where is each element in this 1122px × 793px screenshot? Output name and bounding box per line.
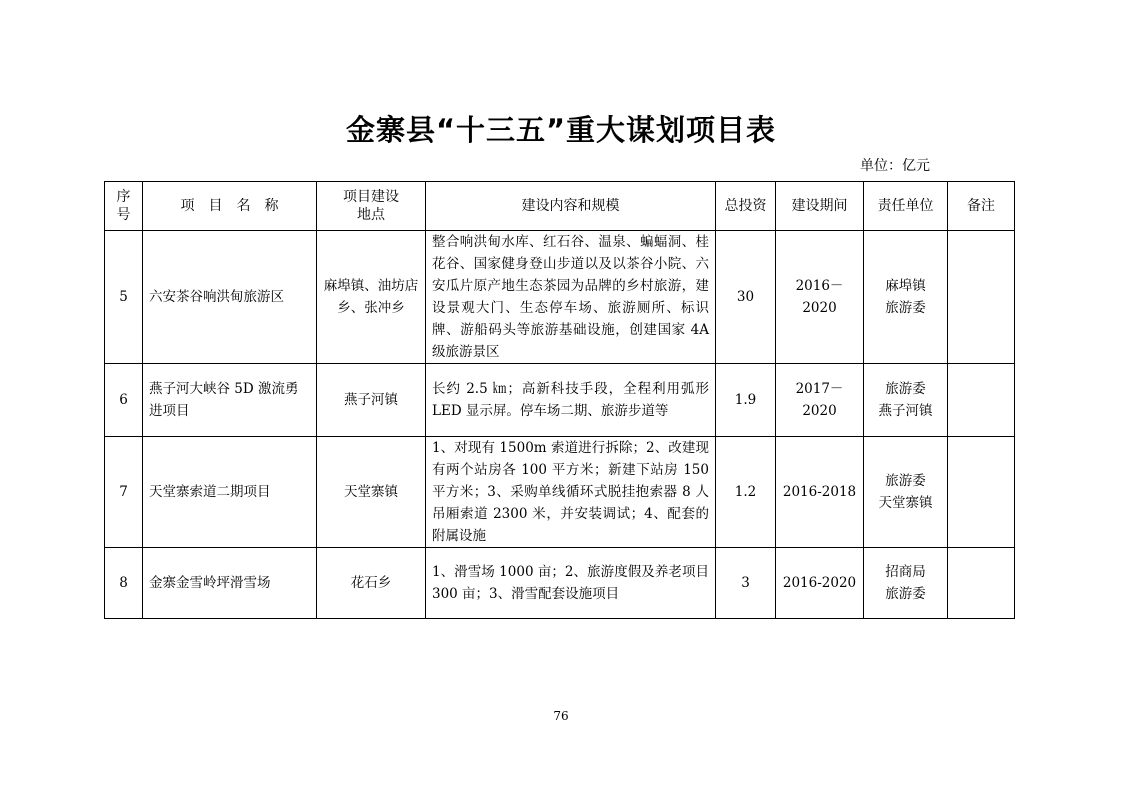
cell-content: 整合响洪甸水库、红石谷、温泉、蝙蝠洞、桂花谷、国家健身登山步道以及以茶谷小院、六安瓜片原产地生态茶园为品牌的乡村旅游，建设景观大门、生态停车场、旅游厕所、标识牌、游船码头等旅游基础设施，创建国家 4A 级旅游景区	[426, 231, 716, 364]
table-row	[105, 231, 1015, 364]
cell-remarks	[948, 364, 1015, 437]
header-investment: 总投资	[716, 182, 776, 231]
cell-content: 1、滑雪场 1000 亩；2、旅游度假及养老项目 300 亩；3、滑雪配套设施项目	[426, 548, 716, 619]
unit-label: 单位：亿元	[860, 158, 930, 174]
projects-table	[104, 181, 1015, 619]
table-row	[105, 364, 1015, 437]
cell-location: 麻埠镇、油坊店乡、张冲乡	[317, 231, 426, 364]
cell-name: 天堂寨索道二期项目	[143, 437, 317, 548]
cell-name: 金寨金雪岭坪滑雪场	[143, 548, 317, 619]
cell-responsible: 招商局 旅游委	[864, 548, 948, 619]
cell-remarks	[948, 231, 1015, 364]
cell-location: 天堂寨镇	[317, 437, 426, 548]
cell-location: 燕子河镇	[317, 364, 426, 437]
cell-location: 花石乡	[317, 548, 426, 619]
cell-investment: 1.2	[716, 437, 776, 548]
header-location: 项目建设 地点	[317, 182, 426, 231]
cell-content: 长约 2.5 ㎞；高新科技手段，全程利用弧形 LED 显示屏。停车场二期、旅游步道等	[426, 364, 716, 437]
cell-responsible: 旅游委 天堂寨镇	[864, 437, 948, 548]
cell-remarks	[948, 548, 1015, 619]
header-content: 建设内容和规模	[426, 182, 716, 231]
document-title: 金寨县“十三五”重大谋划项目表	[345, 113, 777, 147]
header-responsible: 责任单位	[864, 182, 948, 231]
cell-investment: 30	[716, 231, 776, 364]
cell-period: 2016-2020	[776, 548, 864, 619]
cell-investment: 3	[716, 548, 776, 619]
cell-seq: 7	[105, 437, 143, 548]
cell-name: 六安茶谷响洪甸旅游区	[143, 231, 317, 364]
cell-seq: 6	[105, 364, 143, 437]
cell-remarks	[948, 437, 1015, 548]
cell-name: 燕子河大峡谷 5D 激流勇进项目	[143, 364, 317, 437]
page-number: 76	[553, 709, 569, 723]
header-name: 项 目 名 称	[143, 182, 317, 231]
table-row	[105, 437, 1015, 548]
cell-content: 1、对现有 1500m 索道进行拆除；2、改建现有两个站房各 100 平方米；新建下站房 150 平方米；3、采购单线循环式脱挂抱索器 8 人吊厢索道 2300 米，并安装调试；4、配套的附属设施	[426, 437, 716, 548]
table-row	[105, 548, 1015, 619]
cell-seq: 8	[105, 548, 143, 619]
cell-seq: 5	[105, 231, 143, 364]
cell-period: 2016-2018	[776, 437, 864, 548]
cell-period: 2017－2020	[776, 364, 864, 437]
cell-responsible: 旅游委 燕子河镇	[864, 364, 948, 437]
cell-period: 2016－2020	[776, 231, 864, 364]
table-header-row	[105, 182, 1015, 231]
cell-investment: 1.9	[716, 364, 776, 437]
cell-responsible: 麻埠镇 旅游委	[864, 231, 948, 364]
header-remarks: 备注	[948, 182, 1015, 231]
header-period: 建设期间	[776, 182, 864, 231]
header-seq: 序号	[105, 182, 143, 231]
